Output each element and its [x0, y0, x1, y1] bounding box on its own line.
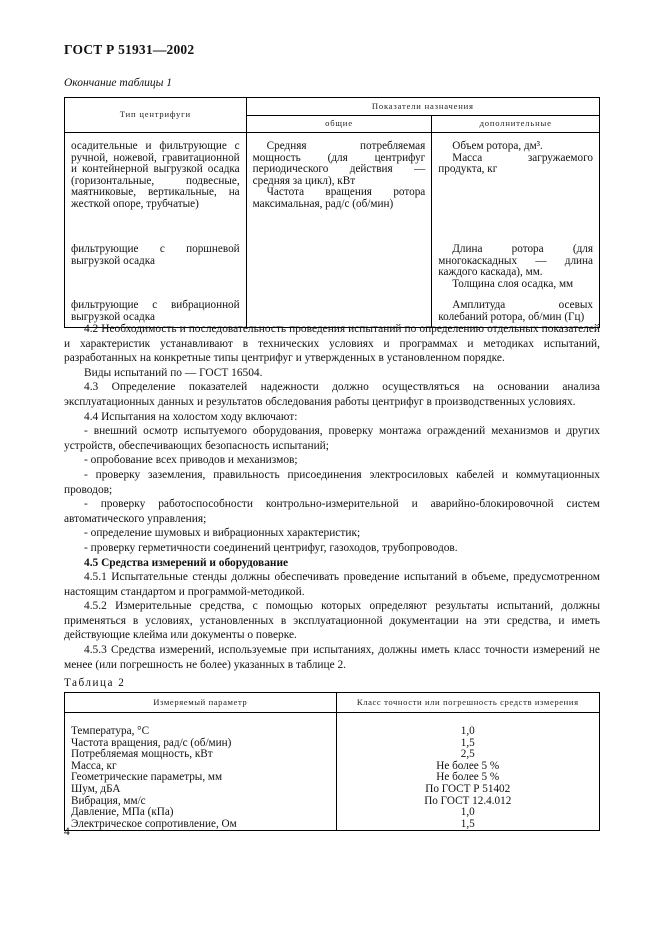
- table1-general-power: Средняя потребляемая мощность (для центрифуг периодического действия — средняя за цикл), кВт: [252, 140, 426, 187]
- table1-header-general: общие: [246, 116, 432, 133]
- table1-extra-amplitude: Амплитуда осевых колебаний ротора, об/мин (Гц): [438, 299, 593, 323]
- table2-value: По ГОСТ Р 51402: [336, 784, 599, 796]
- table1-header-type: Тип центрифуги: [65, 98, 247, 133]
- body-text: [64, 322, 600, 672]
- table1-general-speed: Частота вращения ротора максимальная, рад/с (об/мин): [252, 186, 426, 210]
- table1-cell-type: фильтрующие с вибрационной выгрузкой осадка: [65, 300, 247, 328]
- document-code: ГОСТ Р 51931—2002: [64, 42, 195, 57]
- list-item: - проверку герметичности соединений центрифуг, газоходов, трубопроводов.: [84, 541, 458, 554]
- table2-value: Не более 5 %: [336, 772, 599, 784]
- table1-header-extra: дополнительные: [432, 116, 600, 133]
- list-item: - внешний осмотр испытуемого оборудования, проверку монтажа ограждений механизмов и других устройств, обеспечивающих безопасность испытаний;: [64, 425, 600, 452]
- table-row: [65, 749, 600, 761]
- list-item: - проверку заземления, правильность присоединения электросиловых кабелей и коммутационных проводов;: [64, 468, 600, 496]
- paragraph-4-4: 4.4 Испытания на холостом ходу включают:: [84, 410, 298, 423]
- paragraph-4-2: 4.2 Необходимость и последовательность проведения испытаний по определению отдельных показателей и характеристик устанавливают в технических условиях и программах и методиках испытаний, разработанных на конкретные типы центрифуг и утвержденных в установленном порядке.: [64, 323, 600, 365]
- table2-header-class: Класс точности или погрешность средств измерения: [336, 693, 599, 713]
- table1-cell-extra: [432, 244, 600, 300]
- table2-value: 2,5: [336, 749, 599, 761]
- table2-param: Геометрические параметры, мм: [65, 772, 337, 784]
- table1-extra-mass: Масса загружаемого продукта, кг: [438, 151, 593, 176]
- table2-param: Потребляемая мощность, кВт: [65, 749, 337, 761]
- table2-param: Электрическое сопротивление, Ом: [65, 819, 337, 831]
- table1-row: [65, 133, 600, 245]
- page-number: 4: [64, 826, 70, 838]
- table1-caption: Окончание таблицы 1: [64, 77, 172, 89]
- table1-cell-general: [246, 133, 432, 245]
- table1-extra-thickness: Толщина слоя осадка, мм: [452, 277, 574, 290]
- table-row: [65, 713, 600, 738]
- table1: [64, 97, 600, 328]
- list-item: - опробование всех приводов и механизмов;: [84, 454, 298, 467]
- paragraph-4-5-1: 4.5.1 Испытательные стенды должны обеспечивать проведение испытаний в объеме, предусмотренном настоящим стандартом и программой-методикой.: [64, 571, 600, 598]
- table1-cell-general: [246, 244, 432, 300]
- table2-caption: Таблица 2: [64, 677, 126, 689]
- table-row: [65, 772, 600, 784]
- section-heading-4-5: 4.5 Средства измерений и оборудование: [84, 556, 289, 569]
- table-row: [65, 819, 600, 831]
- table-row: [65, 784, 600, 796]
- paragraph-test-types: Виды испытаний по — ГОСТ 16504.: [84, 366, 263, 379]
- list-item: - определение шумовых и вибрационных характеристик;: [84, 527, 361, 540]
- table2-param: Температура, °С: [65, 713, 337, 738]
- table1-cell-type: фильтрующие с поршневой выгрузкой осадка: [65, 244, 247, 300]
- table2-param: Шум, дБА: [65, 784, 337, 796]
- table1-header-group: Показатели назначения: [246, 98, 599, 116]
- table2-value: Не более 5 %: [336, 761, 599, 773]
- table-row: [65, 807, 600, 819]
- table2-value: 1,0: [336, 807, 599, 819]
- table2-value: 1,0: [336, 713, 599, 738]
- list-item: - проверку работоспособности контрольно-измерительной и аварийно-блокировочной систем автоматического управления;: [64, 498, 600, 525]
- table2-param: Вибрация, мм/с: [65, 796, 337, 808]
- table2-param: Частота вращения, рад/с (об/мин): [65, 738, 337, 750]
- table2-param: Давление, МПа (кПа): [65, 807, 337, 819]
- table2-value: 1,5: [336, 738, 599, 750]
- table2-param: Масса, кг: [65, 761, 337, 773]
- table1-extra-length: Длина ротора (для многокаскадных — длина каждого каскада), мм.: [438, 243, 593, 279]
- paragraph-4-5-2: 4.5.2 Измерительные средства, с помощью которых определяют результаты испытаний, должны применяться в условиях, установленных в эксплуатационной документации на эти средства, и иметь действующие клейма или документы о поверке.: [64, 600, 600, 642]
- table1-cell-extra: [432, 133, 600, 245]
- table2-header-param: Измеряемый параметр: [65, 693, 337, 713]
- table2-value: По ГОСТ 12.4.012: [336, 796, 599, 808]
- paragraph-4-3: 4.3 Определение показателей надежности должно осуществляться на основании анализа эксплуатационных данных и результатов обследования работы центрифуг в производственных условиях.: [64, 381, 600, 408]
- table2: [64, 692, 600, 831]
- table1-row: [65, 244, 600, 300]
- table1-extra-volume: Объем ротора, дм³.: [452, 140, 543, 152]
- table2-value: 1,5: [336, 819, 599, 831]
- paragraph-4-5-3: 4.5.3 Средства измерений, используемые при испытаниях, должны иметь класс точности измерений не менее (или погрешность не более) указанных в таблице 2.: [64, 644, 600, 671]
- table1-cell-type: осадительные и фильтрующие с ручной, ножевой, гравитационной и контейнерной выгрузкой осадка (горизонтальные, подвесные, маятниковые, вертикальные, на жесткой опоре, трубчатые): [65, 133, 247, 245]
